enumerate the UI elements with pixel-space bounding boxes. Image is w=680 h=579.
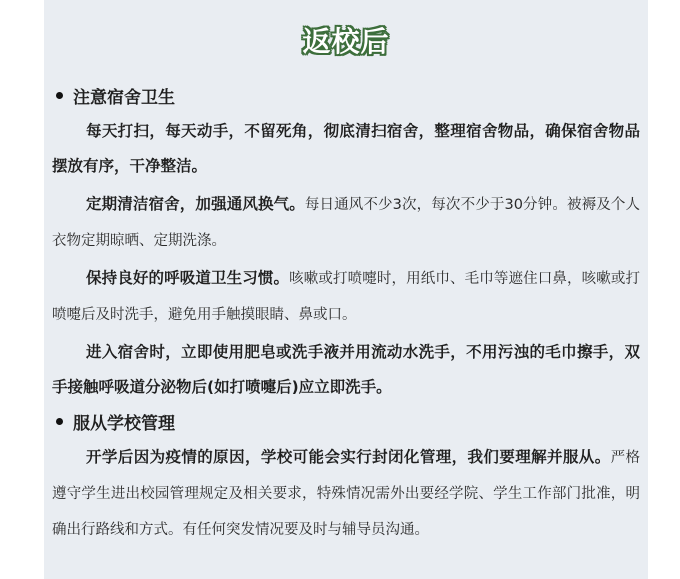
section-heading [52, 408, 640, 434]
paragraph [52, 187, 640, 259]
paragraph-bold-text: 定期清洁宿舍，加强通风换气。 [86, 195, 305, 213]
paragraph [52, 114, 640, 185]
paragraph [52, 335, 640, 406]
paragraph-bold-text: 进入宿舍时，立即使用肥皂或洗手液并用流动水洗手，不用污浊的毛巾擦手，双手接触呼吸道分泌物后(如打喷嚏后)应立即洗手。 [52, 343, 640, 396]
paragraph-text: 咳嗽或打喷嚏时，用纸巾、毛巾等遮住口鼻，咳嗽或打喷嚏后及时洗手，避免用手触摸眼睛、鼻或口。 [52, 271, 640, 323]
paragraph-bold-text: 每天打扫，每天动手，不留死角，彻底清扫宿舍，整理宿舍物品，确保宿舍物品摆放有序，干净整洁。 [52, 122, 640, 175]
paragraph-bold-text: 开学后因为疫情的原因，学校可能会实行封闭化管理，我们要理解并服从。 [86, 448, 611, 466]
section-heading-text: 服从学校管理 [73, 413, 175, 434]
paragraph [52, 440, 640, 548]
section-dorm-hygiene [52, 82, 640, 406]
bullet-icon [56, 418, 63, 425]
content-panel [44, 0, 648, 579]
title-row [52, 0, 640, 80]
paragraph-text: 严格遵守学生进出校园管理规定及相关要求，特殊情况需外出要经学院、学生工作部门批准，明确出行路线和方式。有任何突发情况要及时与辅导员沟通。 [52, 450, 640, 538]
section-heading [52, 82, 640, 108]
paragraph-text: 每日通风不少3次，每次不少于30分钟。被褥及个人衣物定期晾晒、定期洗涤。 [52, 197, 640, 249]
section-heading-text: 注意宿舍卫生 [73, 87, 175, 108]
content-body [52, 0, 640, 550]
paragraph-bold-text: 保持良好的呼吸道卫生习惯。 [86, 269, 290, 287]
page-title: 返校后 [302, 25, 390, 58]
bullet-icon [56, 92, 63, 99]
paragraph [52, 261, 640, 333]
section-school-management [52, 408, 640, 548]
